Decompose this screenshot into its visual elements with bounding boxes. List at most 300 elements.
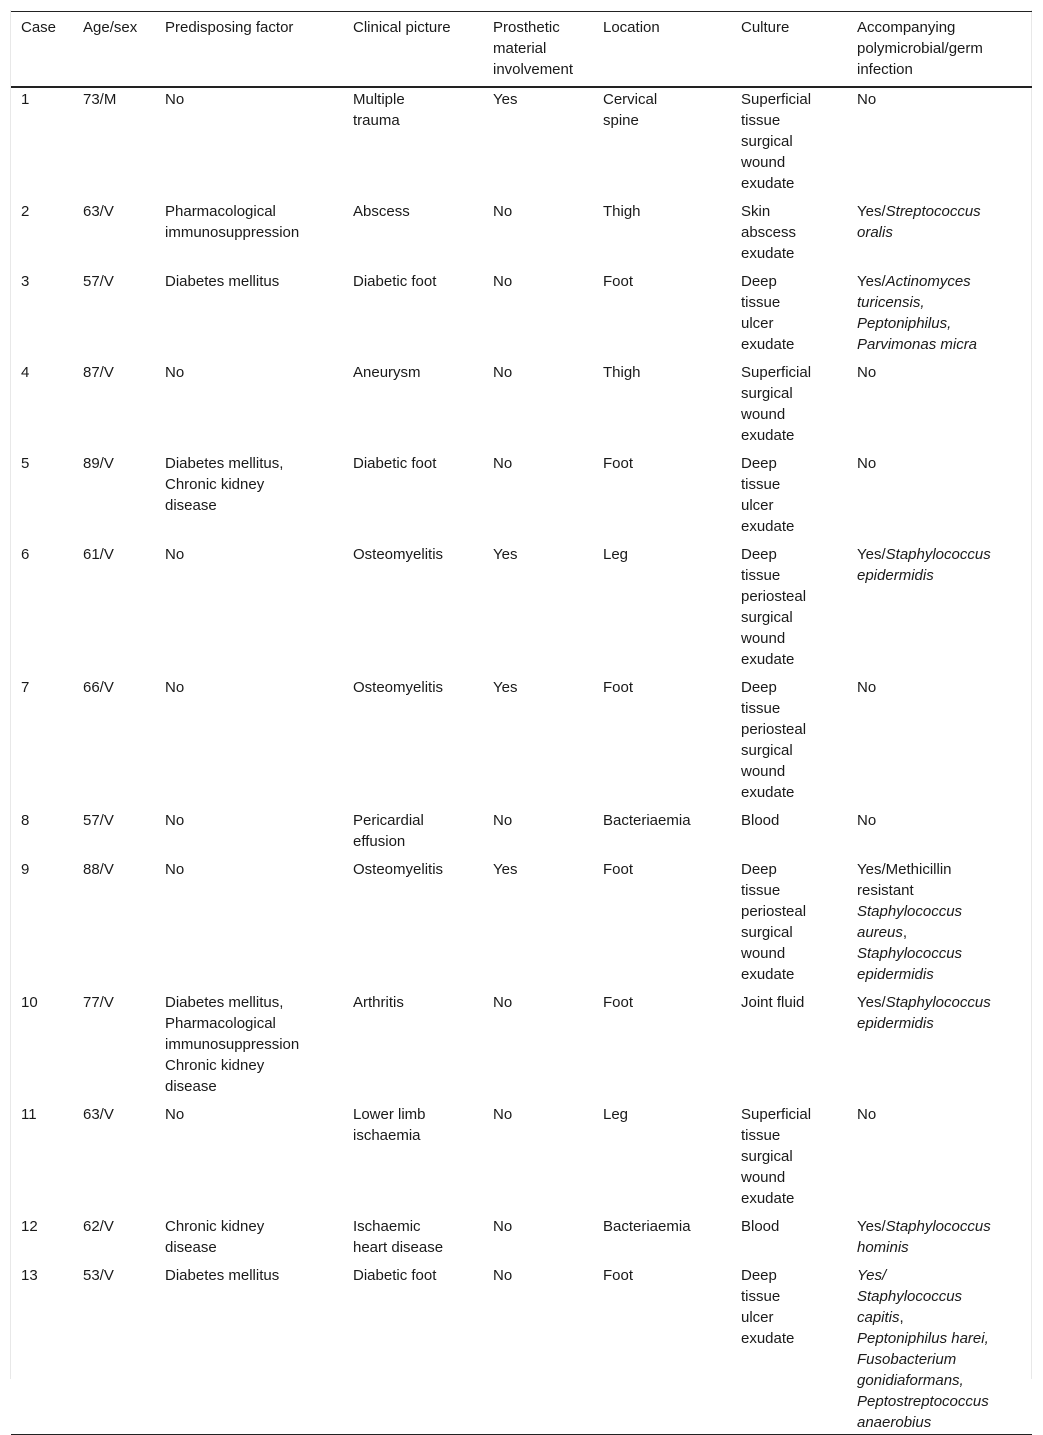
cell-text: ischaemia: [353, 1127, 421, 1144]
header-text: Accompanying: [857, 19, 956, 36]
cell-age-sex: 73/M: [83, 91, 117, 108]
cell-text: tissue: [741, 112, 781, 129]
cell-culture: [731, 538, 847, 671]
cell-predisposing-factor: [155, 87, 343, 195]
cell-age-sex: 87/V: [83, 364, 114, 381]
cell-text: [857, 1349, 1024, 1370]
cell-age-sex: 62/V: [83, 1218, 114, 1235]
cell-clinical-picture: [343, 195, 483, 265]
header-text: Prosthetic: [493, 19, 560, 36]
cell-text: No: [165, 812, 185, 829]
cell-text: No: [165, 1106, 185, 1123]
cell-text: surgical: [741, 742, 793, 759]
column-header-location: [593, 12, 731, 88]
cell-text: Deep: [741, 546, 777, 563]
cell-text: exudate: [741, 427, 795, 444]
cell-text: wound: [741, 630, 786, 647]
table-row: [11, 265, 1032, 356]
cell-text: Diabetic foot: [353, 273, 437, 290]
cell-text: ulcer: [741, 497, 774, 514]
cell-text: Abscess: [353, 203, 410, 220]
cell-text: [857, 271, 1024, 292]
column-header-predisposing-factor: [155, 12, 343, 88]
cell-culture: [731, 986, 847, 1098]
cell-text: [857, 1370, 1024, 1391]
cell-culture: [731, 87, 847, 195]
cell-predisposing-factor: [155, 853, 343, 986]
cell-age-sex: 88/V: [83, 861, 114, 878]
cell-case: 10: [21, 994, 38, 1011]
cell-text: Deep: [741, 455, 777, 472]
infection-text: No: [857, 812, 877, 829]
cell-text: exudate: [741, 245, 795, 262]
cell-text: Blood: [741, 812, 780, 829]
table-row: [11, 671, 1032, 804]
cell-text: Deep: [741, 1267, 777, 1284]
cell-text: [857, 810, 1024, 831]
cell-clinical-picture: [343, 671, 483, 804]
cell-text: heart disease: [353, 1239, 444, 1256]
cell-text: Diabetes mellitus: [165, 1267, 280, 1284]
column-header-prosthetic-material: [483, 12, 593, 88]
column-header-age-sex: [73, 12, 155, 88]
cell-text: tissue: [741, 882, 781, 899]
cell-text: Ischaemic: [353, 1218, 421, 1235]
cell-text: No: [165, 861, 185, 878]
cell-culture: [731, 1210, 847, 1259]
cell-text: Diabetes mellitus,: [165, 994, 284, 1011]
cell-accompanying-infection: [847, 538, 1032, 671]
organism-name: Staphylococcus: [885, 994, 991, 1011]
cell-location: [593, 1098, 731, 1210]
cell-clinical-picture: [343, 1259, 483, 1435]
cell-text: ulcer: [741, 1309, 774, 1326]
cell-location: [593, 87, 731, 195]
cell-predisposing-factor: [155, 538, 343, 671]
cell-clinical-picture: [343, 853, 483, 986]
header-text: Case: [21, 19, 57, 36]
organism-name: aureus: [857, 924, 903, 941]
cell-prosthetic-material: No: [493, 1267, 513, 1284]
organism-name: hominis: [857, 1239, 909, 1256]
cell-age-sex: 61/V: [83, 546, 114, 563]
cell-text: exudate: [741, 1190, 795, 1207]
cell-text: ulcer: [741, 315, 774, 332]
cell-culture: [731, 447, 847, 538]
cell-location: [593, 671, 731, 804]
column-header-culture: [731, 12, 847, 88]
cell-text: tissue: [741, 476, 781, 493]
infection-text: No: [857, 364, 877, 381]
infection-text: Yes/: [857, 546, 886, 563]
cell-text: Pericardial: [353, 812, 424, 829]
cell-text: spine: [603, 112, 639, 129]
cell-clinical-picture: [343, 1098, 483, 1210]
cell-culture: [731, 853, 847, 986]
cell-prosthetic-material: No: [493, 203, 513, 220]
cell-text: Diabetic foot: [353, 455, 437, 472]
cell-text: No: [165, 91, 185, 108]
header-text: Clinical picture: [353, 19, 451, 36]
cell-text: [857, 859, 1024, 880]
cell-accompanying-infection: [847, 447, 1032, 538]
cell-accompanying-infection: [847, 1259, 1032, 1435]
cell-text: disease: [165, 497, 217, 514]
cell-text: Arthritis: [353, 994, 404, 1011]
cell-text: exudate: [741, 966, 795, 983]
cell-text: surgical: [741, 385, 793, 402]
cell-culture: [731, 671, 847, 804]
cell-text: [857, 1328, 1024, 1349]
organism-name: Peptoniphilus,: [857, 315, 952, 332]
cell-location: [593, 195, 731, 265]
cell-prosthetic-material: Yes: [493, 679, 518, 696]
cell-text: Foot: [603, 994, 634, 1011]
cell-clinical-picture: [343, 265, 483, 356]
cell-location: [593, 853, 731, 986]
cell-age-sex: 63/V: [83, 203, 114, 220]
infection-text: No: [857, 679, 877, 696]
cell-text: Pharmacological: [165, 203, 276, 220]
cell-text: exudate: [741, 651, 795, 668]
cell-text: Leg: [603, 546, 629, 563]
cell-text: trauma: [353, 112, 400, 129]
infection-text: Yes/: [857, 203, 886, 220]
cell-text: [857, 677, 1024, 698]
cell-text: Bacteriaemia: [603, 1218, 691, 1235]
cell-text: [857, 89, 1024, 110]
cell-text: Lower limb: [353, 1106, 426, 1123]
cell-predisposing-factor: [155, 265, 343, 356]
infection-text: Yes/Methicillin: [857, 861, 952, 878]
cell-location: [593, 447, 731, 538]
cell-text: wound: [741, 1169, 786, 1186]
cell-accompanying-infection: [847, 1210, 1032, 1259]
cell-predisposing-factor: [155, 356, 343, 447]
cell-text: Diabetic foot: [353, 1267, 437, 1284]
cell-accompanying-infection: [847, 853, 1032, 986]
cell-text: [857, 222, 1024, 243]
cell-text: Osteomyelitis: [353, 861, 444, 878]
table-row: [11, 986, 1032, 1098]
organism-name: oralis: [857, 224, 893, 241]
cell-text: [857, 1307, 1024, 1328]
cell-text: Blood: [741, 1218, 780, 1235]
cell-text: Thigh: [603, 364, 641, 381]
cell-text: [857, 964, 1024, 985]
cell-accompanying-infection: [847, 356, 1032, 447]
cell-age-sex: 57/V: [83, 273, 114, 290]
cell-text: Multiple: [353, 91, 405, 108]
table-row: [11, 804, 1032, 853]
cell-text: Foot: [603, 1267, 634, 1284]
cell-accompanying-infection: [847, 671, 1032, 804]
cell-text: [857, 201, 1024, 222]
cell-text: periosteal: [741, 588, 807, 605]
cell-location: [593, 1259, 731, 1435]
cell-text: exudate: [741, 336, 795, 353]
organism-name: anaerobius: [857, 1414, 932, 1431]
cell-text: [857, 901, 1024, 922]
cell-text: Bacteriaemia: [603, 812, 691, 829]
cell-text: Foot: [603, 679, 634, 696]
table-row: [11, 853, 1032, 986]
cell-prosthetic-material: No: [493, 364, 513, 381]
cell-age-sex: 89/V: [83, 455, 114, 472]
cell-text: exudate: [741, 1330, 795, 1347]
cell-text: Osteomyelitis: [353, 679, 444, 696]
cell-clinical-picture: [343, 356, 483, 447]
cell-text: Diabetes mellitus,: [165, 455, 284, 472]
table-header: [11, 12, 1032, 88]
table-row: [11, 356, 1032, 447]
cell-prosthetic-material: No: [493, 994, 513, 1011]
infection-text: No: [857, 91, 877, 108]
infection-text: No: [857, 455, 877, 472]
cell-text: [857, 1391, 1024, 1412]
cell-case: 11: [21, 1106, 37, 1123]
cell-age-sex: 53/V: [83, 1267, 114, 1284]
cell-text: Joint fluid: [741, 994, 805, 1011]
cases-table: [11, 11, 1032, 1435]
cell-text: wound: [741, 154, 786, 171]
organism-name: Actinomyces: [885, 273, 971, 290]
cell-text: Foot: [603, 455, 634, 472]
header-text: polymicrobial/germ: [857, 40, 983, 57]
cell-text: tissue: [741, 567, 781, 584]
cell-text: Deep: [741, 273, 777, 290]
cell-text: [857, 362, 1024, 383]
infection-text: Yes/: [857, 273, 886, 290]
cell-text: [857, 992, 1024, 1013]
cell-text: tissue: [741, 1127, 781, 1144]
cell-predisposing-factor: [155, 1098, 343, 1210]
cell-text: [857, 1237, 1024, 1258]
cell-text: exudate: [741, 784, 795, 801]
cell-text: Skin: [741, 203, 771, 220]
cell-prosthetic-material: Yes: [493, 546, 518, 563]
cell-culture: [731, 804, 847, 853]
infection-text: Yes/: [857, 1218, 886, 1235]
cell-text: disease: [165, 1239, 217, 1256]
cell-case: 5: [21, 455, 30, 472]
organism-name: Staphylococcus: [857, 945, 963, 962]
table-row: [11, 87, 1032, 195]
cell-culture: [731, 265, 847, 356]
cell-text: immunosuppression: [165, 224, 300, 241]
cell-accompanying-infection: [847, 986, 1032, 1098]
table-row: [11, 538, 1032, 671]
cell-text: surgical: [741, 1148, 793, 1165]
cell-location: [593, 538, 731, 671]
cell-text: exudate: [741, 175, 795, 192]
cell-predisposing-factor: [155, 804, 343, 853]
table-row: [11, 1259, 1032, 1435]
cell-text: wound: [741, 406, 786, 423]
cell-text: Leg: [603, 1106, 629, 1123]
cell-text: disease: [165, 1078, 217, 1095]
cell-text: Diabetes mellitus: [165, 273, 280, 290]
cell-case: 7: [21, 679, 30, 696]
cell-text: [857, 334, 1024, 355]
cell-text: [857, 1286, 1024, 1307]
cell-text: [857, 1104, 1024, 1125]
cell-case: 4: [21, 364, 30, 381]
cell-age-sex: 77/V: [83, 994, 114, 1011]
cell-prosthetic-material: Yes: [493, 91, 518, 108]
cell-location: [593, 265, 731, 356]
cell-text: periosteal: [741, 903, 807, 920]
cell-location: [593, 356, 731, 447]
cell-text: effusion: [353, 833, 406, 850]
header-text: infection: [857, 61, 913, 78]
cell-age-sex: 63/V: [83, 1106, 114, 1123]
cell-clinical-picture: [343, 447, 483, 538]
cell-text: No: [165, 546, 185, 563]
cell-predisposing-factor: [155, 671, 343, 804]
cell-prosthetic-material: No: [493, 1218, 513, 1235]
cell-text: Chronic kidney: [165, 1057, 265, 1074]
cell-clinical-picture: [343, 87, 483, 195]
organism-name: Staphylococcus: [885, 1218, 991, 1235]
cell-case: 6: [21, 546, 30, 563]
organism-name: Staphylococcus: [857, 1288, 963, 1305]
cell-text: Foot: [603, 273, 634, 290]
cell-text: Thigh: [603, 203, 641, 220]
cell-text: Pharmacological: [165, 1015, 276, 1032]
cell-text: No: [165, 679, 185, 696]
cell-case: 13: [21, 1267, 38, 1284]
cell-text: Osteomyelitis: [353, 546, 444, 563]
cell-location: [593, 804, 731, 853]
organism-name: Streptococcus: [885, 203, 981, 220]
cell-text: [857, 544, 1024, 565]
cell-age-sex: 57/V: [83, 812, 114, 829]
cell-text: Aneurysm: [353, 364, 421, 381]
cell-clinical-picture: [343, 804, 483, 853]
cell-text: [857, 292, 1024, 313]
organism-name: Peptoniphilus harei,: [857, 1330, 989, 1347]
cell-text: [857, 880, 1024, 901]
cell-predisposing-factor: [155, 986, 343, 1098]
cell-text: surgical: [741, 609, 793, 626]
cell-location: [593, 986, 731, 1098]
cell-predisposing-factor: [155, 195, 343, 265]
cell-text: Deep: [741, 679, 777, 696]
header-text: Culture: [741, 19, 790, 36]
column-header-accompanying-infection: [847, 12, 1032, 88]
cell-accompanying-infection: [847, 804, 1032, 853]
cell-prosthetic-material: No: [493, 1106, 513, 1123]
cell-case: 12: [21, 1218, 38, 1235]
organism-name: turicensis,: [857, 294, 925, 311]
infection-text: resistant: [857, 882, 914, 899]
organism-name: Fusobacterium: [857, 1351, 957, 1368]
cell-prosthetic-material: No: [493, 455, 513, 472]
cell-predisposing-factor: [155, 447, 343, 538]
cell-text: Chronic kidney: [165, 1218, 265, 1235]
cell-case: 1: [21, 91, 30, 108]
header-row: [11, 12, 1032, 88]
cell-text: [857, 1412, 1024, 1433]
cell-predisposing-factor: [155, 1210, 343, 1259]
cell-text: [857, 1265, 1024, 1286]
cell-culture: [731, 195, 847, 265]
cell-accompanying-infection: [847, 265, 1032, 356]
table-row: [11, 1098, 1032, 1210]
cell-text: Superficial: [741, 1106, 812, 1123]
infection-text: Yes/: [857, 994, 886, 1011]
cell-culture: [731, 1098, 847, 1210]
cell-culture: [731, 1259, 847, 1435]
cell-prosthetic-material: No: [493, 812, 513, 829]
cell-text: tissue: [741, 700, 781, 717]
table-body: [11, 87, 1032, 1435]
table-row: [11, 447, 1032, 538]
organism-name: Peptostreptococcus: [857, 1393, 989, 1410]
cell-text: [857, 1216, 1024, 1237]
organism-name: epidermidis: [857, 1015, 934, 1032]
cell-text: No: [165, 364, 185, 381]
cell-age-sex: 66/V: [83, 679, 114, 696]
cell-text: surgical: [741, 133, 793, 150]
cell-text: [857, 922, 1024, 943]
cell-location: [593, 1210, 731, 1259]
cell-case: 3: [21, 273, 30, 290]
cell-text: [857, 1013, 1024, 1034]
cell-text: abscess: [741, 224, 797, 241]
cell-text: [857, 943, 1024, 964]
cell-case: 2: [21, 203, 30, 220]
column-header-clinical-picture: [343, 12, 483, 88]
cell-prosthetic-material: Yes: [493, 861, 518, 878]
cell-text: tissue: [741, 294, 781, 311]
cell-text: Foot: [603, 861, 634, 878]
infection-text: ,: [902, 924, 908, 941]
organism-name: Parvimonas micra: [857, 336, 978, 353]
cell-predisposing-factor: [155, 1259, 343, 1435]
cell-text: Chronic kidney: [165, 476, 265, 493]
cell-text: exudate: [741, 518, 795, 535]
cell-clinical-picture: [343, 1210, 483, 1259]
cell-text: wound: [741, 945, 786, 962]
cell-accompanying-infection: [847, 195, 1032, 265]
cell-clinical-picture: [343, 986, 483, 1098]
header-text: material: [493, 40, 547, 57]
cell-text: periosteal: [741, 721, 807, 738]
cell-case: 8: [21, 812, 30, 829]
infection-text: No: [857, 1106, 877, 1123]
organism-name: capitis: [857, 1309, 900, 1326]
organism-name: epidermidis: [857, 966, 934, 983]
organism-name: gonidiaformans,: [857, 1372, 964, 1389]
cell-text: wound: [741, 763, 786, 780]
cell-text: surgical: [741, 924, 793, 941]
cell-text: [857, 313, 1024, 334]
header-text: Age/sex: [83, 19, 138, 36]
header-text: Location: [603, 19, 660, 36]
header-text: involvement: [493, 61, 574, 78]
column-header-case: [11, 12, 73, 88]
cell-text: immunosuppression: [165, 1036, 300, 1053]
cell-accompanying-infection: [847, 87, 1032, 195]
cell-text: tissue: [741, 1288, 781, 1305]
cell-accompanying-infection: [847, 1098, 1032, 1210]
cell-case: 9: [21, 861, 30, 878]
cell-clinical-picture: [343, 538, 483, 671]
organism-name: Yes/: [857, 1267, 887, 1284]
cell-culture: [731, 356, 847, 447]
